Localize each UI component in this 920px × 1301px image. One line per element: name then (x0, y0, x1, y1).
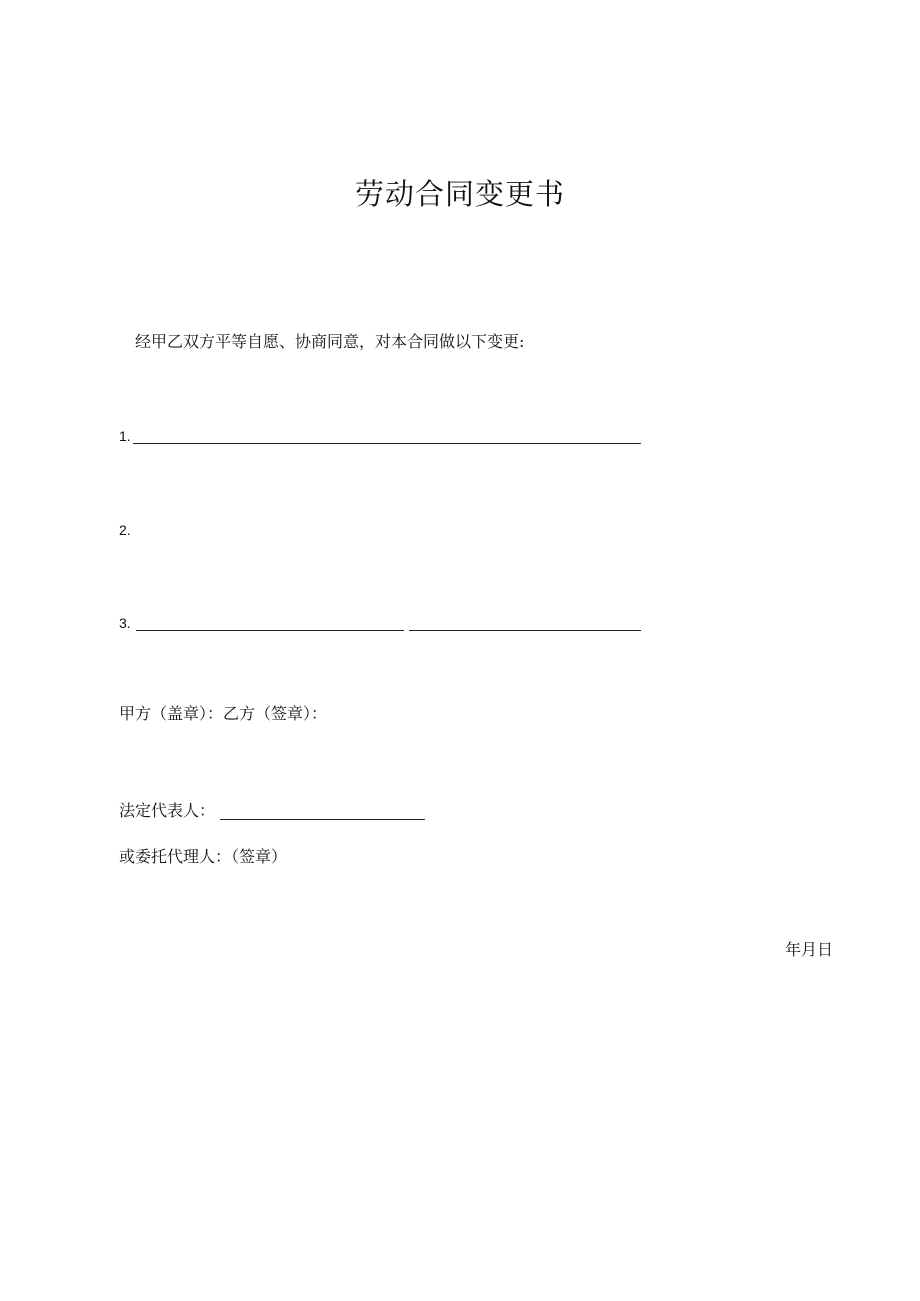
authorized-agent-label: 或委托代理人：（签章） (119, 847, 288, 866)
intro-paragraph: 经甲乙双方平等自愿、协商同意，对本合同做以下变更: (135, 332, 525, 351)
legal-representative-row (119, 800, 215, 822)
date-label: 年月日 (784, 940, 833, 959)
change-item-3-blank-a (136, 630, 404, 631)
change-item-3-blank-b (409, 630, 641, 631)
change-item-1-number: 1. (119, 428, 131, 444)
document-title: 劳动合同变更书 (354, 177, 565, 211)
change-item-2-number: 2. (119, 522, 131, 538)
change-item-3-number: 3. (119, 615, 131, 631)
party-signatures: 甲方（盖章）：乙方（签章）： (119, 704, 328, 723)
legal-representative-label: 法定代表人： (119, 801, 216, 820)
change-item-1-blank (133, 443, 641, 444)
legal-representative-blank (220, 819, 425, 820)
